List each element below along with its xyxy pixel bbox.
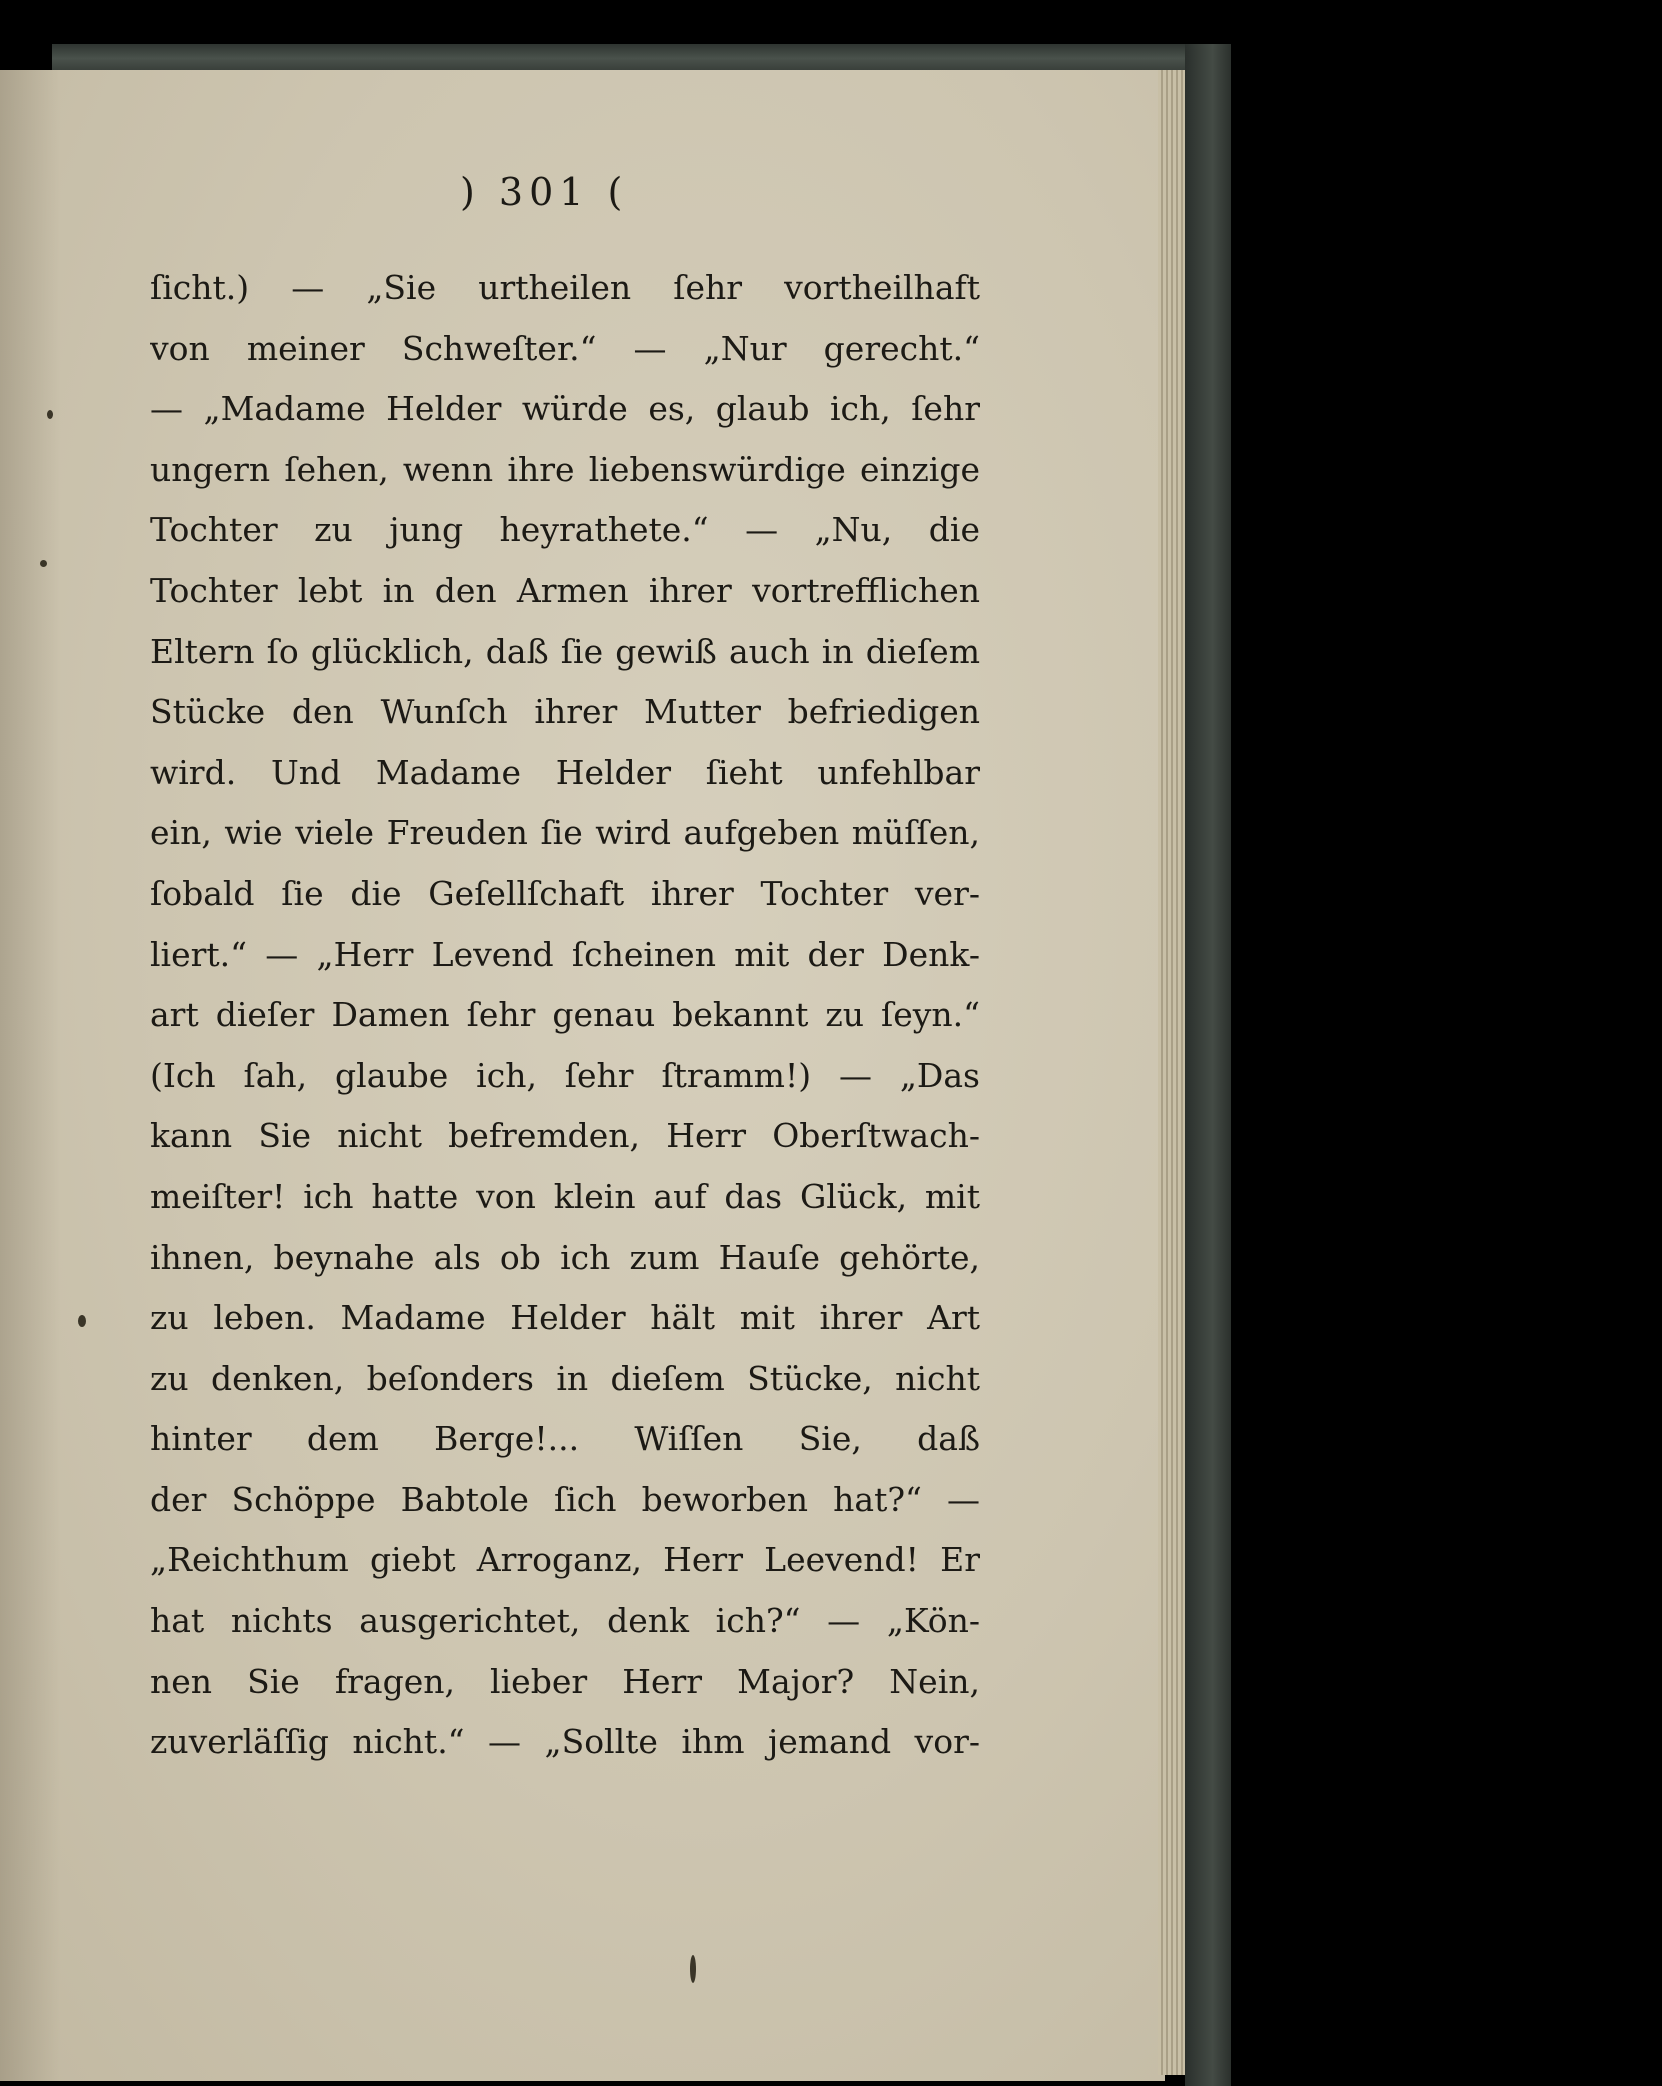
paper-speck — [47, 410, 53, 419]
text-line: von meiner Schweſter.“ — „Nur gerecht.“ — [150, 328, 980, 368]
text-line: — „Madame Helder würde es, glaub ich, ſehr — [150, 389, 980, 429]
text-line: ungern ſehen, wenn ihre liebenswürdige einzige — [150, 449, 980, 489]
text-line: hinter dem Berge!... Wiſſen Sie, daß — [150, 1419, 980, 1459]
gutter-shadow — [0, 70, 60, 2081]
text-line: art dieſer Damen ſehr genau bekannt zu ſeyn.“ — [150, 995, 980, 1035]
paper-speck — [40, 560, 47, 567]
text-line: zuverläſſig nicht.“ — „Sollte ihm jemand vor- — [150, 1722, 980, 1762]
text-line: Eltern ſo glücklich, daß ſie gewiß auch in dieſem — [150, 631, 980, 671]
text-line: „Reichthum giebt Arroganz, Herr Leevend! Er — [150, 1540, 980, 1580]
text-line: meiſter! ich hatte von klein auf das Glück, mit — [150, 1176, 980, 1216]
page-number-header: ) 301 ( — [460, 170, 629, 214]
text-line: Tochter lebt in den Armen ihrer vortrefflichen — [150, 570, 980, 610]
page-edges — [1158, 70, 1188, 2075]
text-line: ſobald ſie die Geſellſchaft ihrer Tochter ver- — [150, 873, 980, 913]
text-line: wird. Und Madame Helder ſieht unfehlbar — [150, 752, 980, 792]
text-line: liert.“ — „Herr Levend ſcheinen mit der Denk- — [150, 934, 980, 974]
text-line: hat nichts ausgerichtet, denk ich?“ — „Kön- — [150, 1601, 980, 1641]
text-line: Tochter zu jung heyrathete.“ — „Nu, die — [150, 510, 980, 550]
book-cover-right-edge — [1185, 44, 1231, 2086]
text-line: ihnen, beynahe als ob ich zum Hauſe gehörte, — [150, 1237, 980, 1277]
book-cover-top-edge — [52, 44, 1227, 70]
paper-speck — [690, 1955, 696, 1983]
text-line: zu leben. Madame Helder hält mit ihrer Art — [150, 1298, 980, 1338]
text-line: zu denken, beſonders in dieſem Stücke, nicht — [150, 1358, 980, 1398]
text-line: kann Sie nicht befremden, Herr Oberſtwach- — [150, 1116, 980, 1156]
text-line: Stücke den Wunſch ihrer Mutter befriedigen — [150, 692, 980, 732]
text-line: der Schöppe Babtole ſich beworben hat?“ — — [150, 1479, 980, 1519]
text-line: nen Sie fragen, lieber Herr Major? Nein, — [150, 1661, 980, 1701]
text-line: (Ich ſah, glaube ich, ſehr ſtramm!) — „Das — [150, 1055, 980, 1095]
paper-speck — [78, 1315, 86, 1327]
text-line: ein, wie viele Freuden ſie wird aufgeben müſſen, — [150, 813, 980, 853]
text-line: ſicht.) — „Sie urtheilen ſehr vortheilhaft — [150, 268, 980, 307]
body-text — [150, 258, 980, 1773]
